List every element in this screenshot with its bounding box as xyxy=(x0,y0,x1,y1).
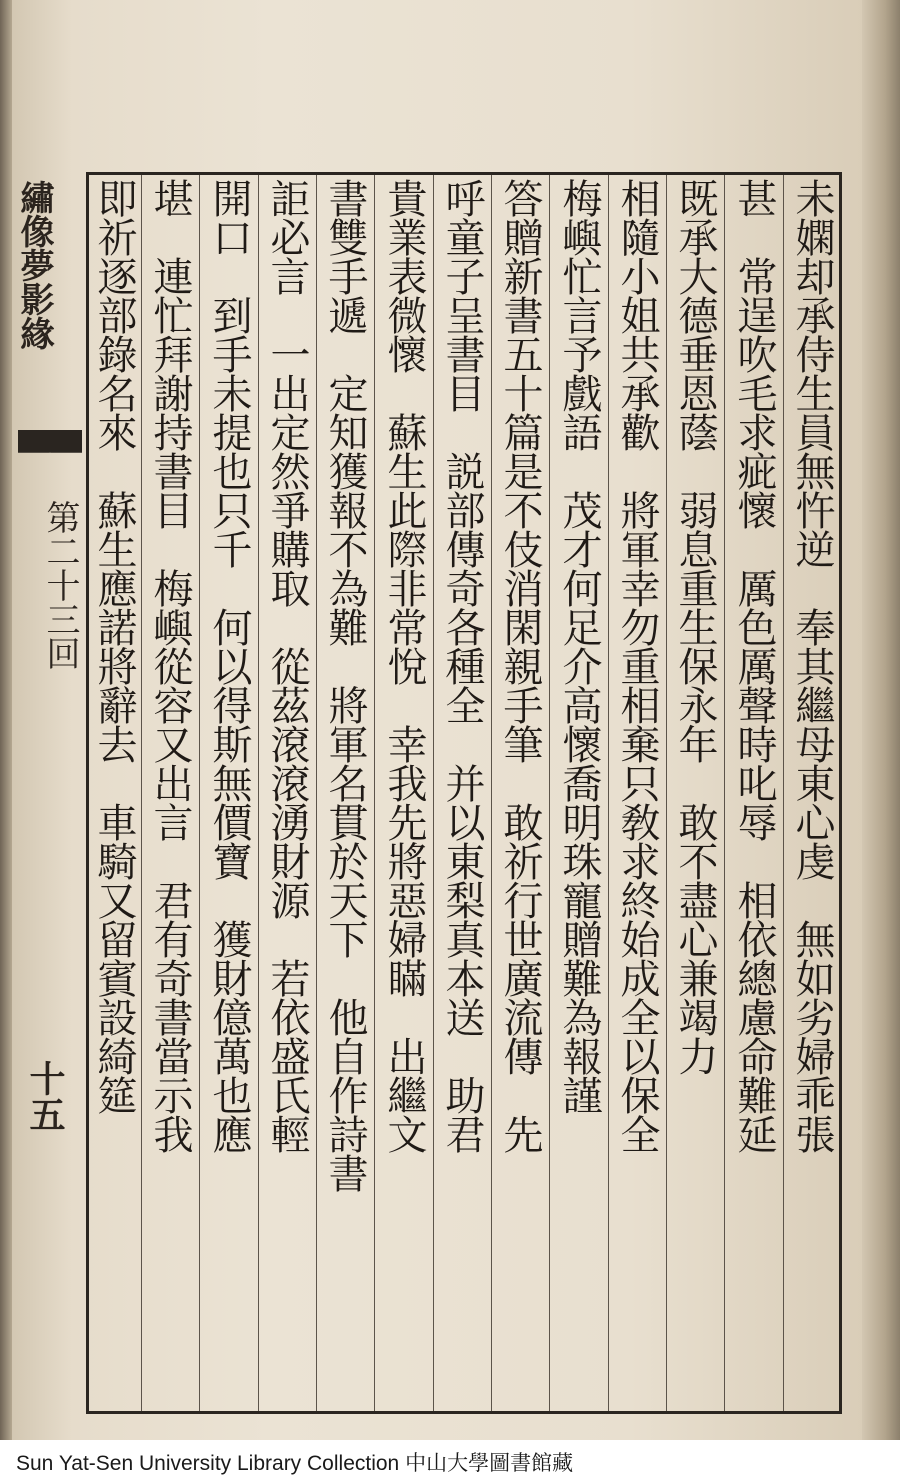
column-rule xyxy=(316,175,317,1411)
page-edge-shadow xyxy=(862,0,900,1440)
column-rule xyxy=(374,175,375,1411)
text-column: 答贈新書五十篇是不伎消閑親手筆 敢祈行世廣流傳 先 xyxy=(497,178,543,1153)
text-column: 甚 常逞吹毛求疵懷 厲色厲聲時叱辱 相依總慮命難延 xyxy=(731,178,777,1153)
book-title: 繡像夢影緣 xyxy=(14,180,54,350)
column-rule xyxy=(433,175,434,1411)
column-rule xyxy=(549,175,550,1411)
text-column: 開口 到手未提也只千 何以得斯無價寶 獲財億萬也應 xyxy=(206,178,252,1153)
column-rule xyxy=(199,175,200,1411)
collection-caption: Sun Yat-Sen University Library Collection 中山大學圖書館藏 xyxy=(16,1452,574,1475)
text-column: 詎必言 一出定然爭購取 從茲滾滾湧財源 若依盛氏輕 xyxy=(264,178,310,1153)
chapter-label: 第二十三回 xyxy=(40,500,80,670)
text-column: 呼童子呈書目 説部傳奇各種全 并以東梨真本送 助君 xyxy=(439,178,485,1153)
text-column: 貴業表微懷 蘇生此際非常悅 幸我先將惡婦瞞 出繼文 xyxy=(381,178,427,1153)
column-rule xyxy=(608,175,609,1411)
column-rule xyxy=(141,175,142,1411)
column-rule xyxy=(783,175,784,1411)
column-rule xyxy=(258,175,259,1411)
block-margin xyxy=(12,172,86,1414)
text-column: 相隨小姐共承歡 將軍幸勿重相棄只敎求終始成全以保全 xyxy=(614,178,660,1153)
column-rule xyxy=(491,175,492,1411)
column-rule xyxy=(724,175,725,1411)
book-spine-shadow xyxy=(0,0,12,1440)
text-column: 既承大德垂恩蔭 弱息重生保永年 敢不盡心兼竭力 xyxy=(672,178,718,1075)
text-column: 即祈逐部錄名來 蘇生應諾將辭去 車騎又留賓設綺筵 xyxy=(91,178,137,1114)
text-column: 堪 連忙拜謝持書目 梅嶼從容又出言 君有奇書當示我 xyxy=(147,178,193,1153)
page-number: 十五 xyxy=(24,1060,66,1132)
text-column: 梅嶼忙言予戲語 茂才何足介高懷喬明珠寵贈難為報謹 xyxy=(556,178,602,1114)
text-column: 未嫻却承侍生員無忤逆 奉其繼母東心虔 無如劣婦乖張 xyxy=(789,178,835,1153)
text-column: 書雙手遞 定知獲報不為難 將軍名貫於天下 他自作詩書 xyxy=(322,178,368,1192)
column-rule xyxy=(666,175,667,1411)
